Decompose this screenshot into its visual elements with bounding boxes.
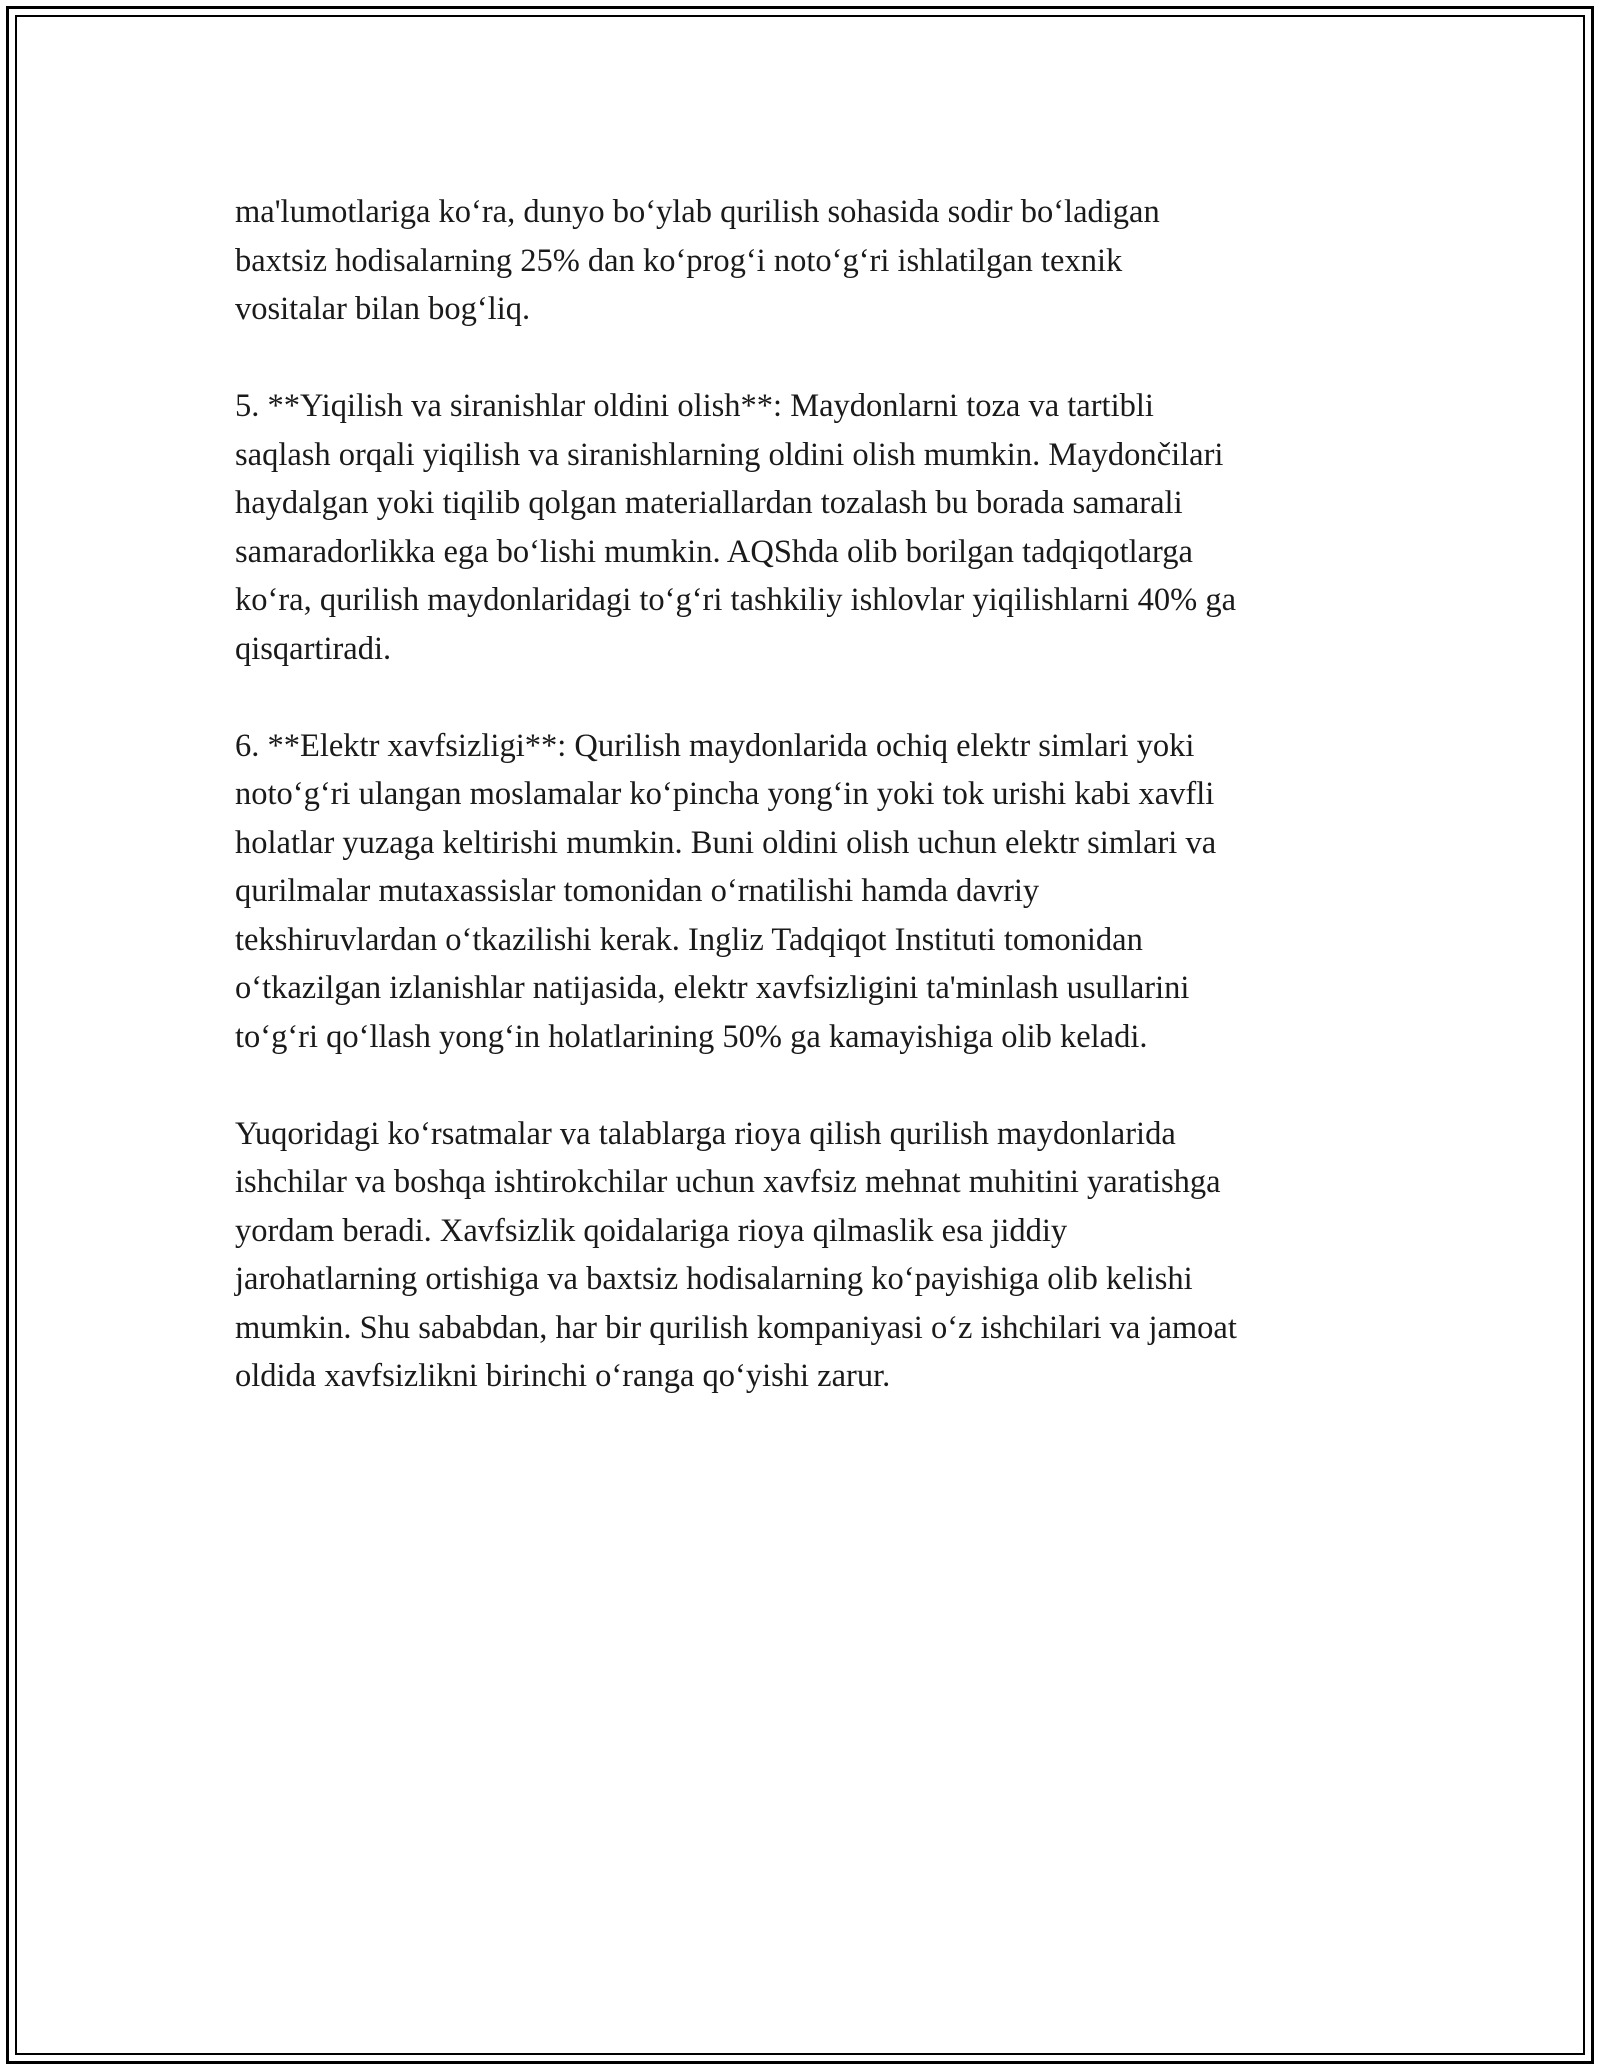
text-line: yordam beradi. Xavfsizlik qoidalariga rioya qilmaslik esa jiddiy	[235, 1212, 1068, 1249]
text-line: ma'lumotlariga ko‘ra, dunyo bo‘ylab qurilish sohasida sodir bo‘ladigan	[235, 194, 1160, 230]
text-line: qurilmalar mutaxassislar tomonidan o‘rnatilishi hamda davriy	[235, 873, 1040, 909]
text-line: ko‘ra, qurilish maydonlaridagi to‘g‘ri tashkiliy ishlovlar yiqilishlarni 40% ga	[235, 582, 1236, 618]
paragraph-item-6	[235, 722, 1375, 1062]
text-line: samaradorlikka ega bo‘lishi mumkin. AQShda olib borilgan tadqiqotlarga	[235, 533, 1193, 570]
text-line: tekshiruvlardan o‘tkazilishi kerak. Ingliz Tadqiqot Instituti tomonidan	[235, 921, 1143, 958]
text-line: ishchilar va boshqa ishtirokchilar uchun xavfsiz mehnat muhitini yaratishga	[235, 1164, 1221, 1200]
text-line: 6. **Elektr xavfsizligi**: Qurilish maydonlarida ochiq elektr simlari yoki	[235, 727, 1195, 764]
text-line: o‘tkazilgan izlanishlar natijasida, elektr xavfsizligini ta'minlash usullarini	[235, 970, 1190, 1006]
text-line: mumkin. Shu sababdan, har bir qurilish kompaniyasi o‘z ishchilari va jamoat	[235, 1309, 1237, 1346]
paragraph-conclusion	[235, 1110, 1375, 1401]
text-line: Yuqoridagi ko‘rsatmalar va talablarga rioya qilish qurilish maydonlarida	[235, 1115, 1176, 1152]
text-line: jarohatlarning ortishiga va baxtsiz hodisalarning ko‘payishiga olib kelishi	[235, 1261, 1193, 1297]
text-line: noto‘g‘ri ulangan moslamalar ko‘pincha yong‘in yoki tok urishi kabi xavfli	[235, 776, 1215, 812]
text-line: qisqartiradi.	[235, 630, 392, 667]
text-line: haydalgan yoki tiqilib qolgan materiallardan tozalash bu borada samarali	[235, 485, 1183, 521]
text-line: saqlash orqali yiqilish va siranishlarning oldini olish mumkin. Maydončilari	[235, 436, 1224, 473]
text-line: baxtsiz hodisalarning 25% dan ko‘prog‘i noto‘g‘ri ishlatilgan texnik	[235, 242, 1123, 279]
text-line: vositalar bilan bog‘liq.	[235, 291, 531, 327]
document-body	[235, 188, 1375, 1401]
paragraph-continuation	[235, 188, 1375, 334]
text-line: oldida xavfsizlikni birinchi o‘ranga qo‘yishi zarur.	[235, 1358, 891, 1394]
text-line: holatlar yuzaga keltirishi mumkin. Buni oldini olish uchun elektr simlari va	[235, 824, 1217, 861]
paragraph-item-5	[235, 382, 1375, 673]
text-line: to‘g‘ri qo‘llash yong‘in holatlarining 50% ga kamayishiga olib keladi.	[235, 1018, 1148, 1055]
text-line: 5. **Yiqilish va siranishlar oldini olish**: Maydonlarni toza va tartibli	[235, 388, 1154, 424]
